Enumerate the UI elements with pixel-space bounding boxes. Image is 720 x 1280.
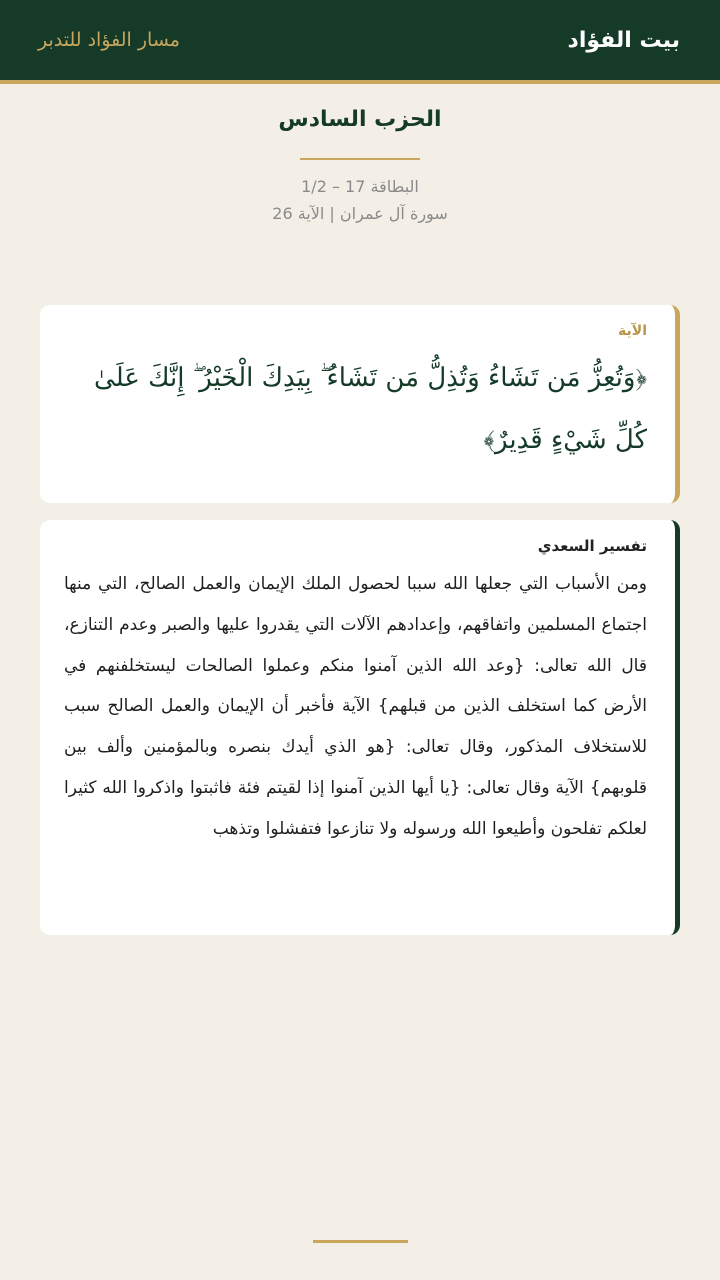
app-title: بيت الفؤاد (567, 27, 680, 53)
bottom-divider (313, 1240, 408, 1243)
surah-reference: سورة آل عمران | الآية 26 (272, 204, 448, 223)
title-divider (300, 158, 420, 160)
top-app-bar (0, 0, 720, 84)
hizb-title: الحزب السادس (278, 107, 442, 132)
card-reference: البطاقة 17 – 1/2 (301, 177, 419, 196)
tafsir-card (40, 520, 680, 935)
app-subtitle[interactable]: مسار الفؤاد للتدبر (38, 29, 180, 51)
ayah-label: الآية (618, 323, 647, 339)
section-header (0, 84, 720, 228)
tafsir-label: تفسير السعدي (537, 537, 647, 555)
ayah-text: ﴿وَتُعِزُّ مَن تَشَاءُ وَتُذِلُّ مَن تَشَاءُ ۖ بِيَدِكَ الْخَيْرُ ۖ إِنَّكَ عَلَىٰ كُلِّ شَيْءٍ قَدِيرٌ﴾ (94, 363, 647, 455)
ayah-card (40, 305, 680, 503)
tafsir-text: ومن الأسباب التي جعلها الله سببا لحصول الملك الإيمان والعمل الصالح، التي منها اجتماع المسلمين واتفاقهم، وإعدادهم الآلات التي يقدروا عليها والصبر وعدم التنازع، قال الله تعالى: {وعد الله الذين آمنوا منكم وعملوا الصالحات ليستخلفنهم في الأرض كما استخلف الذين من قبلهم} الآية فأخبر أن الإيمان والعمل الصالح سبب للاستخلاف المذكور، وقال تعالى: {هو الذي أيدك بنصره وبالمؤمنين وألف بين قلوبهم} الآية وقال تعالى: {يا أيها الذين آمنوا إذا لقيتم فئة فاثبتوا واذكروا الله كثيرا لعلكم تفلحون وأطيعوا الله ورسوله ولا تنازعوا فتفشلوا وتذهب (64, 574, 647, 839)
